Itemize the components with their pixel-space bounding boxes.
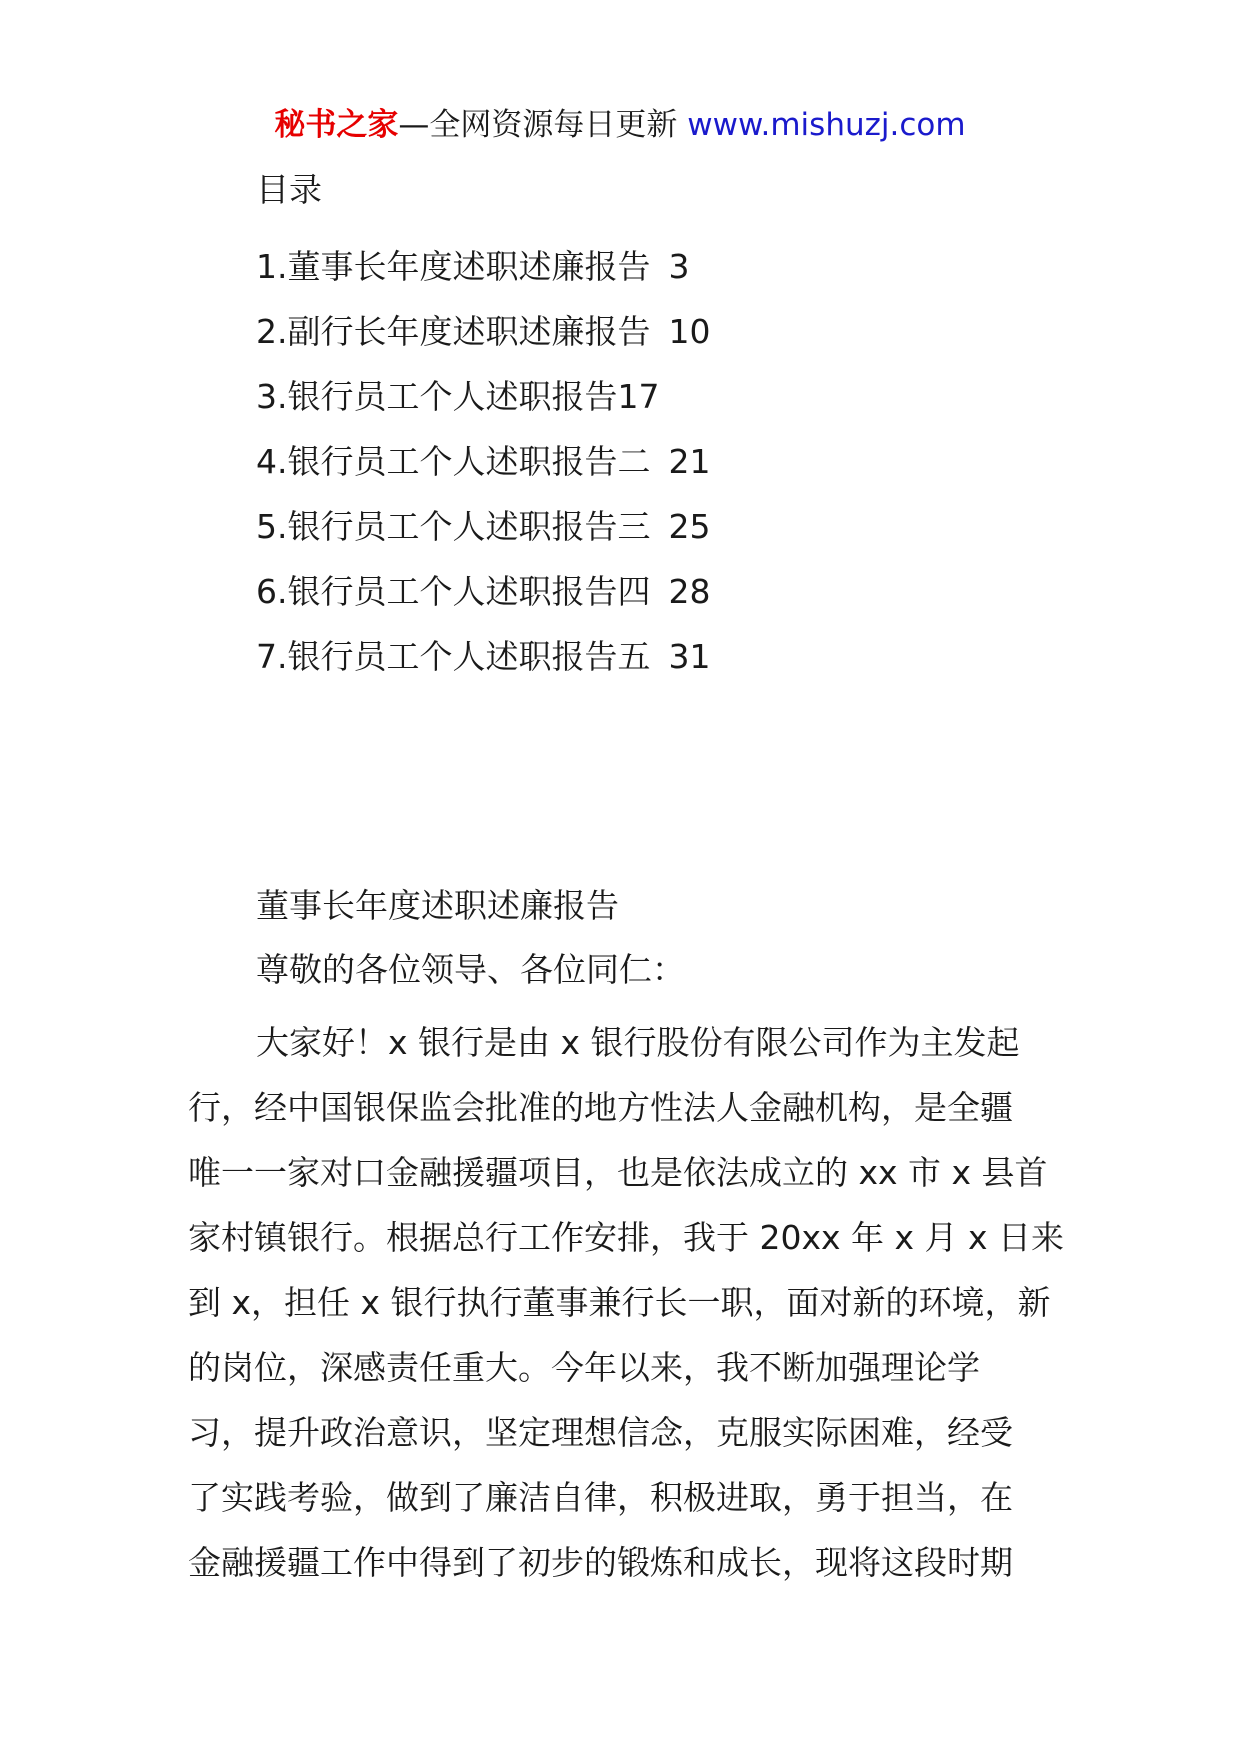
toc-item-label: 4.银行员工个人述职报告二 (256, 442, 651, 481)
toc-item[interactable] (256, 299, 711, 364)
body-paragraph (188, 1010, 1065, 1595)
toc-item[interactable] (256, 234, 711, 299)
toc-item-page: 10 (668, 312, 711, 351)
toc-item-label: 1.董事长年度述职述廉报告 (256, 247, 651, 286)
toc-item-page: 17 (617, 377, 660, 416)
paragraph-line: 习，提升政治意识，坚定理想信念，克服实际困难，经受 (188, 1413, 1013, 1452)
toc-item-page: 3 (668, 247, 690, 286)
table-of-contents (256, 234, 711, 689)
toc-item[interactable] (256, 494, 711, 559)
toc-item-label: 6.银行员工个人述职报告四 (256, 572, 651, 611)
toc-title: 目录 (256, 170, 322, 209)
toc-item[interactable] (256, 624, 711, 689)
site-url-link[interactable]: www.mishuzj.com (687, 107, 966, 143)
paragraph-line: 金融援疆工作中得到了初步的锻炼和成长，现将这段时期 (188, 1543, 1013, 1582)
document-title: 董事长年度述职述廉报告 (256, 886, 619, 925)
toc-item[interactable] (256, 559, 711, 624)
toc-item-label: 2.副行长年度述职述廉报告 (256, 312, 651, 351)
paragraph-line: 到 x，担任 x 银行执行董事兼行长一职，面对新的环境，新 (188, 1283, 1051, 1322)
paragraph-line: 行，经中国银保监会批准的地方性法人金融机构，是全疆 (188, 1088, 1013, 1127)
toc-item[interactable] (256, 364, 711, 429)
toc-item-label: 7.银行员工个人述职报告五 (256, 637, 651, 676)
brand-name: 秘书之家 (274, 107, 399, 143)
paragraph-line: 家村镇银行。根据总行工作安排，我于 20xx 年 x 月 x 日来 (188, 1218, 1065, 1257)
site-header (0, 104, 1240, 146)
toc-item-page: 31 (668, 637, 711, 676)
paragraph-line: 的岗位，深感责任重大。今年以来，我不断加强理论学 (188, 1348, 980, 1387)
paragraph-line: 唯一一家对口金融援疆项目，也是依法成立的 xx 市 x 县首 (188, 1153, 1048, 1192)
toc-item-page: 21 (668, 442, 711, 481)
toc-item-label: 5.银行员工个人述职报告三 (256, 507, 651, 546)
paragraph-line: 了实践考验，做到了廉洁自律，积极进取，勇于担当，在 (188, 1478, 1013, 1517)
salutation: 尊敬的各位领导、各位同仁： (256, 950, 685, 989)
toc-item[interactable] (256, 429, 711, 494)
header-tagline: —全网资源每日更新 (398, 107, 678, 143)
paragraph-line: 大家好！x 银行是由 x 银行股份有限公司作为主发起 (256, 1023, 1020, 1062)
toc-item-page: 28 (668, 572, 711, 611)
toc-item-page: 25 (668, 507, 711, 546)
toc-item-label: 3.银行员工个人述职报告 (256, 377, 618, 416)
